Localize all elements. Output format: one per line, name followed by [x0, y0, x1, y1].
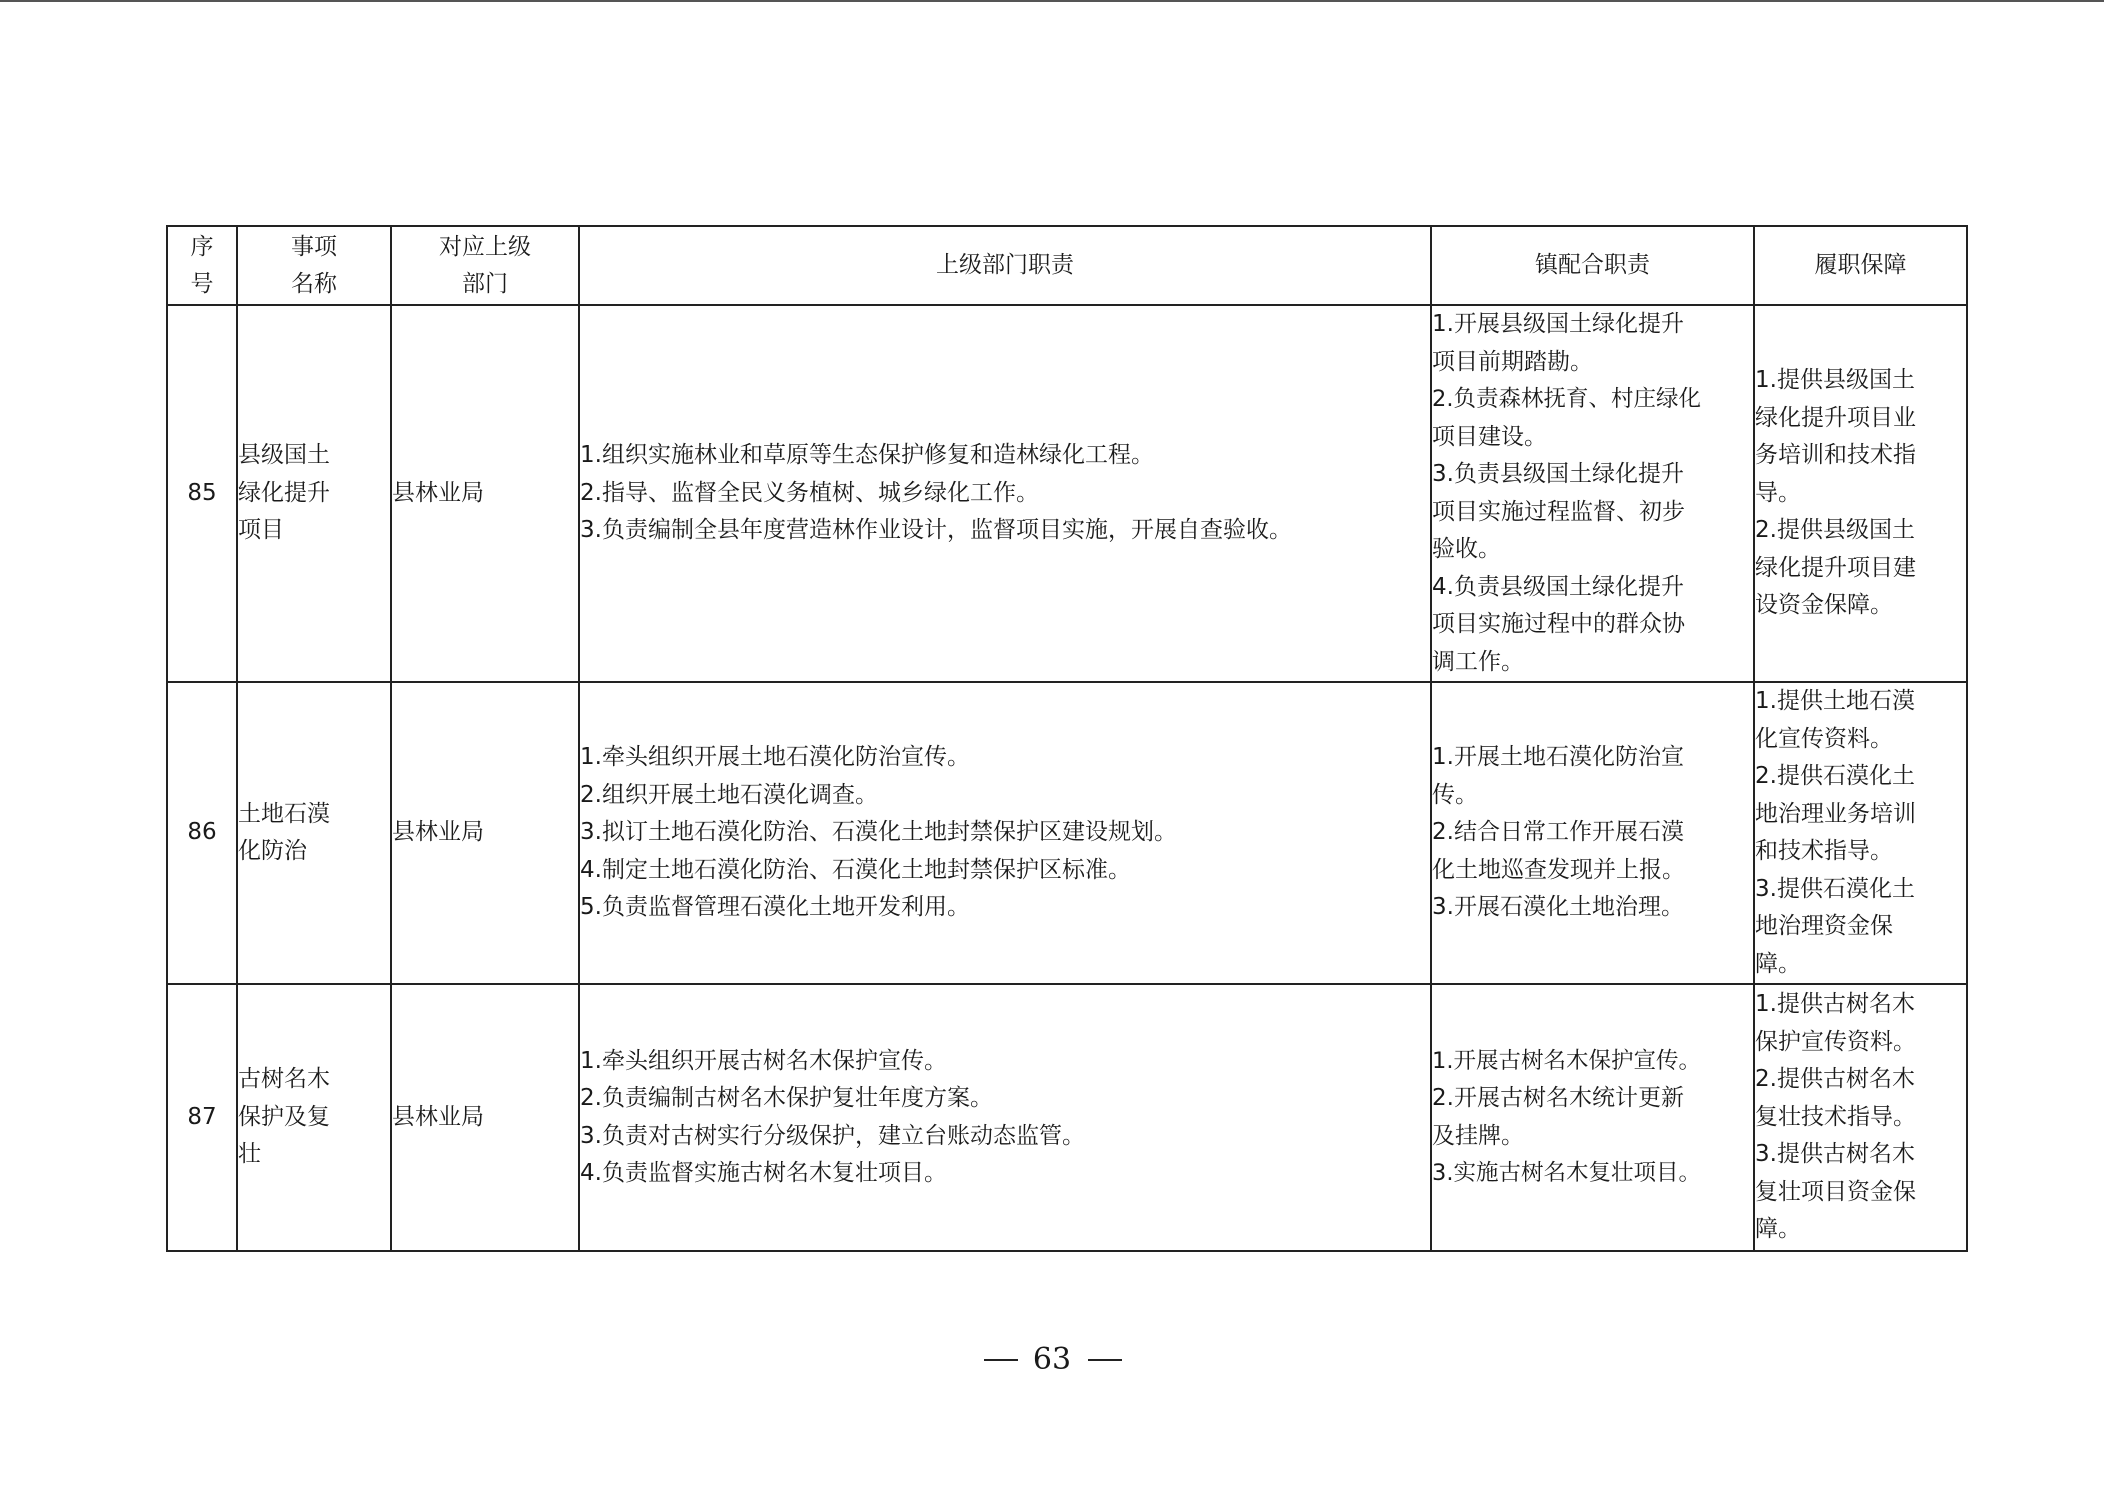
page-number-dash-left — [984, 1359, 1018, 1361]
row-town-duties: 1.开展土地石漠化防治宣 传。 2.结合日常工作开展石漠 化土地巡查发现并上报。 3.开展石漠化土地治理。 — [1431, 682, 1754, 984]
row-item-name: 古树名木 保护及复 壮 — [237, 984, 391, 1251]
table-row — [167, 984, 1967, 1251]
header-row — [167, 226, 1967, 305]
row-seq: 85 — [167, 305, 237, 682]
row-duties: 1.组织实施林业和草原等生态保护修复和造林绿化工程。 2.指导、监督全民义务植树、城乡绿化工作。 3.负责编制全县年度营造林作业设计，监督项目实施，开展自查验收。 — [579, 305, 1431, 682]
page-number: 63 — [1032, 1342, 1072, 1377]
row-guarantee: 1.提供县级国土 绿化提升项目业 务培训和技术指 导。 2.提供县级国土 绿化提升项目建 设资金保障。 — [1754, 305, 1967, 682]
row-town-duties: 1.开展古树名木保护宣传。 2.开展古树名木统计更新 及挂牌。 3.实施古树名木复壮项目。 — [1431, 984, 1754, 1251]
row-duties: 1.牵头组织开展土地石漠化防治宣传。 2.组织开展土地石漠化调查。 3.拟订土地石漠化防治、石漠化土地封禁保护区建设规划。 4.制定土地石漠化防治、石漠化土地封禁保护区标准。 5.负责监督管理石漠化土地开发利用。 — [579, 682, 1431, 984]
row-seq: 86 — [167, 682, 237, 984]
header-seq: 序 号 — [167, 226, 237, 305]
row-town-duties: 1.开展县级国土绿化提升 项目前期踏勘。 2.负责森林抚育、村庄绿化 项目建设。 3.负责县级国土绿化提升 项目实施过程监督、初步 验收。 4.负责县级国土绿化提升 项目实施过程中的群众协 调工作。 — [1431, 305, 1754, 682]
top-border-line — [0, 0, 2104, 2]
header-dept: 对应上级 部门 — [391, 226, 579, 305]
header-town: 镇配合职责 — [1431, 226, 1754, 305]
header-duties: 上级部门职责 — [579, 226, 1431, 305]
duty-table — [166, 225, 1968, 1252]
row-item-name: 县级国土 绿化提升 项目 — [237, 305, 391, 682]
table-row — [167, 305, 1967, 682]
table-row — [167, 682, 1967, 984]
row-dept: 县林业局 — [391, 682, 579, 984]
row-guarantee: 1.提供古树名木 保护宣传资料。 2.提供古树名木 复壮技术指导。 3.提供古树名木 复壮项目资金保 障。 — [1754, 984, 1967, 1251]
row-dept: 县林业局 — [391, 984, 579, 1251]
row-guarantee: 1.提供土地石漠 化宣传资料。 2.提供石漠化土 地治理业务培训 和技术指导。 3.提供石漠化土 地治理资金保 障。 — [1754, 682, 1967, 984]
row-seq: 87 — [167, 984, 237, 1251]
page-number-dash-right — [1088, 1359, 1122, 1361]
row-item-name: 土地石漠 化防治 — [237, 682, 391, 984]
row-duties: 1.牵头组织开展古树名木保护宣传。 2.负责编制古树名木保护复壮年度方案。 3.负责对古树实行分级保护，建立台账动态监管。 4.负责监督实施古树名木复壮项目。 — [579, 984, 1431, 1251]
row-dept: 县林业局 — [391, 305, 579, 682]
header-name: 事项 名称 — [237, 226, 391, 305]
header-guarantee: 履职保障 — [1754, 226, 1967, 305]
